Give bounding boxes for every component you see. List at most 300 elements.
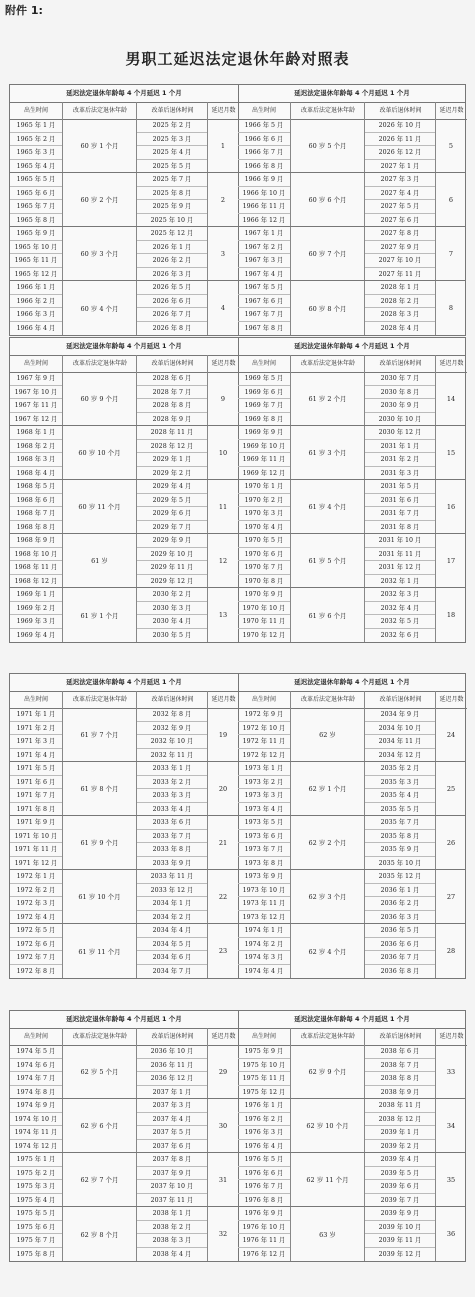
delay-months-cell (435, 480, 466, 533)
birth-time: 1967 年 5 月 (238, 281, 290, 295)
retirement-date: 2033 年 4 月 (152, 805, 192, 813)
col-header-age: 改革后法定退休年龄 (62, 355, 137, 373)
retirement-date: 2028 年 4 月 (380, 324, 420, 332)
birth-time: 1974 年 3 月 (238, 951, 290, 965)
retirement-date: 2034 年 9 月 (365, 708, 435, 722)
retirement-date: 2032 年 1 月 (380, 577, 420, 585)
birth-time: 1965 年 4 月 (16, 162, 56, 170)
delay-months: 34 (446, 1121, 456, 1130)
delay-months: 28 (446, 947, 456, 955)
retirement-date: 2030 年 8 月 (365, 386, 435, 400)
delay-months-cell (435, 708, 466, 761)
delay-months-cell (435, 1045, 466, 1098)
retirement-date: 2035 年 2 月 (365, 762, 435, 776)
retirement-age-cell (290, 534, 364, 587)
retirement-age: 61 岁 2 个月 (308, 395, 347, 403)
birth-time: 1976 年 5 月 (238, 1153, 290, 1167)
delay-months: 5 (448, 141, 454, 150)
retirement-date: 2035 年 3 月 (365, 776, 435, 790)
table-half-right (238, 85, 466, 335)
retirement-date: 2027 年 5 月 (365, 200, 435, 214)
table-row-group (10, 119, 238, 173)
birth-time: 1966 年 11 月 (238, 200, 290, 214)
birth-time: 1973 年 4 月 (244, 805, 284, 813)
col-header-birth: 出生时间 (10, 355, 62, 373)
birth-time-cell (238, 870, 290, 923)
retirement-date: 2025 年 12 月 (137, 227, 207, 241)
birth-time-cell (10, 534, 62, 587)
delay-months: 3 (220, 249, 226, 258)
birth-time: 1970 年 4 月 (244, 523, 284, 531)
birth-time: 1972 年 7 月 (10, 951, 62, 965)
retirement-age: 62 岁 6 个月 (80, 1122, 119, 1130)
table-section (9, 1010, 466, 1262)
birth-time: 1971 年 8 月 (16, 805, 56, 813)
birth-time-cell (10, 708, 62, 761)
retirement-date: 2032 年 5 月 (365, 615, 435, 629)
retirement-age-cell (62, 372, 136, 425)
birth-time: 1967 年 10 月 (10, 386, 62, 400)
retirement-date: 2027 年 1 月 (380, 162, 420, 170)
birth-time: 1971 年 4 月 (16, 751, 56, 759)
table-row-group (10, 762, 238, 816)
retirement-date: 2038 年 4 月 (152, 1250, 192, 1258)
retirement-date: 2028 年 1 月 (365, 281, 435, 295)
retirement-date: 2031 年 5 月 (365, 480, 435, 494)
birth-time: 1976 年 10 月 (238, 1221, 290, 1235)
retirement-date-cell (364, 227, 435, 280)
birth-time: 1973 年 12 月 (242, 913, 286, 921)
birth-time: 1966 年 1 月 (10, 281, 62, 295)
retirement-age-cell (290, 281, 364, 335)
delay-months: 23 (218, 947, 228, 955)
delay-months-cell (207, 480, 238, 533)
retirement-date-cell (136, 708, 207, 761)
retirement-date-cell (364, 281, 435, 335)
retirement-date: 2035 年 8 月 (365, 830, 435, 844)
retirement-date: 2032 年 6 月 (380, 631, 420, 639)
col-header-birth: 出生时间 (10, 102, 62, 120)
birth-time-cell (10, 173, 62, 226)
birth-time: 1970 年 12 月 (242, 631, 286, 639)
birth-time: 1975 年 12 月 (242, 1088, 286, 1096)
birth-time: 1972 年 10 月 (238, 722, 290, 736)
section-header: 延迟法定退休年龄每 4 个月延迟 1 个月 (10, 1011, 238, 1029)
retirement-age: 62 岁 10 个月 (306, 1122, 349, 1130)
birth-time-cell (238, 534, 290, 587)
retirement-age-cell (62, 281, 136, 335)
table-row-group (238, 816, 466, 870)
document-title: 男职工延迟法定退休年龄对照表 (125, 50, 350, 68)
retirement-date: 2031 年 8 月 (380, 523, 420, 531)
birth-time: 1966 年 8 月 (244, 162, 284, 170)
table-row-group (238, 588, 466, 642)
birth-time: 1974 年 4 月 (244, 967, 284, 975)
table-row-group (10, 534, 238, 588)
retirement-date: 2039 年 6 月 (365, 1180, 435, 1194)
retirement-date: 2027 年 8 月 (365, 227, 435, 241)
table-row-group (238, 426, 466, 480)
birth-time: 1974 年 12 月 (14, 1142, 58, 1150)
col-header-delay: 延迟月数 (435, 1028, 467, 1046)
birth-time-cell (238, 281, 290, 335)
retirement-date: 2039 年 2 月 (380, 1142, 420, 1150)
delay-months-cell (435, 870, 466, 923)
retirement-date: 2033 年 11 月 (137, 870, 207, 884)
table-row-group (238, 372, 466, 426)
retirement-date: 2025 年 4 月 (137, 146, 207, 160)
retirement-age-cell (62, 588, 136, 642)
delay-months-cell (207, 227, 238, 280)
birth-time: 1972 年 9 月 (238, 708, 290, 722)
table-row-group (10, 426, 238, 480)
birth-time: 1966 年 2 月 (10, 295, 62, 309)
retirement-date: 2039 年 10 月 (365, 1221, 435, 1235)
retirement-age: 60 岁 8 个月 (308, 304, 347, 313)
retirement-date-cell (136, 762, 207, 815)
retirement-date-cell (364, 119, 435, 172)
delay-months-cell (207, 173, 238, 226)
table-row-group (238, 281, 466, 335)
retirement-date: 2030 年 7 月 (365, 372, 435, 386)
retirement-age-cell (62, 924, 136, 978)
section-header: 延迟法定退休年龄每 4 个月延迟 1 个月 (10, 338, 238, 356)
birth-time-cell (10, 588, 62, 642)
retirement-age: 62 岁 11 个月 (306, 1176, 349, 1184)
delay-months: 33 (446, 1067, 456, 1076)
birth-time: 1975 年 9 月 (238, 1045, 290, 1059)
birth-time: 1969 年 3 月 (10, 615, 62, 629)
retirement-date: 2026 年 8 月 (152, 324, 192, 332)
birth-time-cell (10, 1045, 62, 1098)
birth-time: 1976 年 4 月 (244, 1142, 284, 1150)
retirement-date: 2033 年 1 月 (137, 762, 207, 776)
retirement-date: 2033 年 12 月 (137, 884, 207, 898)
birth-time: 1969 年 4 月 (16, 631, 56, 639)
birth-time-cell (10, 480, 62, 533)
retirement-date: 2034 年 5 月 (137, 938, 207, 952)
retirement-date: 2031 年 11 月 (365, 548, 435, 562)
retirement-date: 2029 年 7 月 (152, 523, 192, 531)
table-row-group (238, 1207, 466, 1261)
delay-months-cell (435, 534, 466, 587)
retirement-date-cell (136, 870, 207, 923)
section-header: 延迟法定退休年龄每 4 个月延迟 1 个月 (238, 85, 466, 103)
col-header-birth: 出生时间 (238, 1028, 290, 1046)
birth-time: 1965 年 5 月 (10, 173, 62, 187)
birth-time: 1969 年 1 月 (10, 588, 62, 602)
birth-time: 1976 年 1 月 (238, 1099, 290, 1113)
retirement-date: 2038 年 8 月 (365, 1072, 435, 1086)
retirement-date: 2026 年 2 月 (137, 254, 207, 268)
section-header: 延迟法定退休年龄每 4 个月延迟 1 个月 (10, 85, 238, 103)
retirement-date: 2031 年 7 月 (365, 507, 435, 521)
birth-time: 1966 年 5 月 (238, 119, 290, 133)
delay-months: 27 (446, 892, 456, 901)
retirement-date: 2031 年 6 月 (365, 494, 435, 508)
retirement-age-cell (62, 534, 136, 587)
retirement-date-cell (364, 1207, 435, 1261)
retirement-date: 2035 年 9 月 (365, 843, 435, 857)
retirement-date: 2028 年 3 月 (365, 308, 435, 322)
retirement-date: 2028 年 6 月 (137, 372, 207, 386)
delay-months: 18 (446, 611, 456, 619)
retirement-date: 2026 年 1 月 (137, 241, 207, 255)
birth-time: 1970 年 3 月 (238, 507, 290, 521)
birth-time: 1968 年 11 月 (10, 561, 62, 575)
birth-time: 1974 年 11 月 (10, 1126, 62, 1140)
retirement-date: 2029 年 6 月 (137, 507, 207, 521)
birth-time: 1965 年 6 月 (10, 187, 62, 201)
col-header-birth: 出生时间 (238, 102, 290, 120)
birth-time-cell (238, 480, 290, 533)
birth-time-cell (10, 1099, 62, 1152)
birth-time-cell (238, 372, 290, 425)
table-row-group (238, 227, 466, 281)
table-row-group (10, 281, 238, 335)
retirement-date: 2039 年 4 月 (365, 1153, 435, 1167)
table-row-group (10, 588, 238, 642)
birth-time: 1971 年 12 月 (14, 859, 58, 867)
retirement-date: 2029 年 10 月 (137, 548, 207, 562)
delay-months: 9 (220, 394, 226, 403)
birth-time: 1968 年 9 月 (10, 534, 62, 548)
birth-time: 1975 年 6 月 (10, 1221, 62, 1235)
birth-time: 1970 年 10 月 (238, 602, 290, 616)
table-half-left (10, 85, 239, 335)
birth-time-cell (238, 708, 290, 761)
birth-time: 1972 年 6 月 (10, 938, 62, 952)
retirement-date-cell (364, 870, 435, 923)
section-header: 延迟法定退休年龄每 4 个月延迟 1 个月 (10, 674, 238, 692)
retirement-date-cell (364, 708, 435, 761)
retirement-date-cell (364, 480, 435, 533)
birth-time: 1967 年 1 月 (238, 227, 290, 241)
birth-time: 1966 年 6 月 (238, 133, 290, 147)
retirement-age: 60 岁 10 个月 (78, 449, 121, 457)
retirement-date: 2038 年 12 月 (365, 1113, 435, 1127)
retirement-age: 62 岁 5 个月 (80, 1068, 119, 1076)
birth-time: 1970 年 6 月 (238, 548, 290, 562)
retirement-date: 2036 年 1 月 (365, 884, 435, 898)
retirement-date: 2025 年 10 月 (150, 216, 194, 224)
birth-time-cell (238, 1153, 290, 1206)
birth-time-cell (238, 1045, 290, 1098)
retirement-age-cell (290, 173, 364, 226)
retirement-date-cell (364, 372, 435, 425)
retirement-age: 62 岁 2 个月 (308, 839, 347, 847)
birth-time: 1973 年 7 月 (238, 843, 290, 857)
retirement-date: 2029 年 11 月 (137, 561, 207, 575)
retirement-age: 61 岁 4 个月 (308, 503, 347, 511)
col-header-delay: 延迟月数 (435, 102, 467, 120)
retirement-age-cell (290, 1099, 364, 1152)
retirement-age-cell (290, 480, 364, 533)
retirement-date-cell (136, 480, 207, 533)
birth-time: 1965 年 11 月 (10, 254, 62, 268)
retirement-age: 60 岁 11 个月 (78, 503, 121, 511)
col-header-age: 改革后法定退休年龄 (290, 355, 365, 373)
delay-months-cell (435, 762, 466, 815)
retirement-date-cell (364, 426, 435, 479)
retirement-date: 2039 年 5 月 (365, 1167, 435, 1181)
retirement-date: 2036 年 12 月 (137, 1072, 207, 1086)
retirement-age-cell (62, 1207, 136, 1261)
col-header-date: 改革后退休时间 (364, 691, 436, 709)
birth-time: 1971 年 6 月 (10, 776, 62, 790)
retirement-age: 61 岁 7 个月 (80, 731, 119, 739)
retirement-date: 2037 年 11 月 (150, 1196, 194, 1204)
section-header: 延迟法定退休年龄每 4 个月延迟 1 个月 (238, 338, 466, 356)
birth-time: 1975 年 1 月 (10, 1153, 62, 1167)
col-header-age: 改革后法定退休年龄 (290, 691, 365, 709)
retirement-age: 61 岁 10 个月 (78, 893, 121, 901)
table-row-group (10, 227, 238, 281)
delay-months: 4 (220, 304, 226, 312)
birth-time: 1976 年 3 月 (238, 1126, 290, 1140)
retirement-date-cell (364, 588, 435, 642)
retirement-date: 2032 年 9 月 (137, 722, 207, 736)
retirement-age: 61 岁 3 个月 (308, 449, 347, 457)
birth-time: 1968 年 3 月 (10, 453, 62, 467)
retirement-age-cell (290, 762, 364, 815)
retirement-date: 2030 年 9 月 (365, 399, 435, 413)
birth-time: 1970 年 8 月 (244, 577, 284, 585)
delay-months: 22 (218, 892, 228, 901)
table-row-group (10, 1045, 238, 1099)
retirement-date-cell (136, 426, 207, 479)
retirement-date: 2026 年 3 月 (152, 270, 192, 278)
retirement-date: 2025 年 9 月 (137, 200, 207, 214)
delay-months: 21 (218, 838, 228, 847)
birth-time: 1971 年 10 月 (10, 830, 62, 844)
retirement-date: 2035 年 12 月 (365, 870, 435, 884)
birth-time: 1976 年 9 月 (238, 1207, 290, 1221)
birth-time: 1972 年 8 月 (16, 967, 56, 975)
birth-time-cell (238, 762, 290, 815)
birth-time: 1966 年 7 月 (238, 146, 290, 160)
retirement-age: 60 岁 6 个月 (308, 196, 347, 204)
col-header-date: 改革后退休时间 (364, 1028, 436, 1046)
retirement-date-cell (136, 816, 207, 869)
retirement-age-cell (290, 588, 364, 642)
col-header-age: 改革后法定退休年龄 (290, 1028, 365, 1046)
birth-time: 1965 年 3 月 (10, 146, 62, 160)
table-row-group (238, 924, 466, 978)
delay-months-cell (207, 588, 238, 642)
retirement-date: 2033 年 3 月 (137, 789, 207, 803)
delay-months-cell (207, 1207, 238, 1261)
col-header-age: 改革后法定退休年龄 (62, 1028, 137, 1046)
delay-months-cell (435, 426, 466, 479)
retirement-date: 2037 年 4 月 (137, 1113, 207, 1127)
delay-months: 16 (446, 502, 456, 511)
retirement-age: 62 岁 9 个月 (308, 1068, 347, 1076)
birth-time-cell (10, 372, 62, 425)
retirement-age: 62 岁 3 个月 (308, 893, 347, 901)
table-row-group (238, 1099, 466, 1153)
birth-time: 1969 年 7 月 (238, 399, 290, 413)
delay-months: 24 (446, 730, 456, 739)
delay-months-cell (207, 426, 238, 479)
table-half-left (10, 674, 239, 978)
retirement-age-cell (62, 762, 136, 815)
birth-time: 1969 年 10 月 (238, 440, 290, 454)
table-row-group (10, 372, 238, 426)
delay-months: 6 (448, 195, 454, 204)
table-row-group (10, 708, 238, 762)
retirement-age-cell (62, 1099, 136, 1152)
col-header-date: 改革后退休时间 (364, 355, 436, 373)
retirement-age-cell (62, 119, 136, 172)
birth-time: 1965 年 9 月 (10, 227, 62, 241)
col-header-date: 改革后退休时间 (136, 1028, 208, 1046)
retirement-date: 2038 年 9 月 (380, 1088, 420, 1096)
retirement-date-cell (136, 281, 207, 335)
table-row-group (238, 119, 466, 173)
retirement-date: 2032 年 8 月 (137, 708, 207, 722)
retirement-date: 2027 年 4 月 (365, 187, 435, 201)
col-header-age: 改革后法定退休年龄 (62, 691, 137, 709)
retirement-date-cell (136, 534, 207, 587)
table-half-left (10, 1011, 239, 1261)
birth-time-cell (10, 227, 62, 280)
birth-time: 1971 年 1 月 (10, 708, 62, 722)
retirement-date: 2029 年 12 月 (150, 577, 194, 585)
retirement-age: 62 岁 8 个月 (80, 1230, 119, 1239)
retirement-date: 2035 年 7 月 (365, 816, 435, 830)
table-row-group (238, 534, 466, 588)
retirement-age-cell (62, 708, 136, 761)
retirement-age-cell (290, 816, 364, 869)
delay-months-cell (435, 1099, 466, 1152)
delay-months-cell (207, 372, 238, 425)
table-row-group (238, 708, 466, 762)
section-header: 延迟法定退休年龄每 4 个月延迟 1 个月 (238, 674, 466, 692)
retirement-date: 2035 年 4 月 (365, 789, 435, 803)
retirement-date: 2026 年 7 月 (137, 308, 207, 322)
birth-time: 1975 年 10 月 (238, 1059, 290, 1073)
retirement-date: 2029 年 4 月 (137, 480, 207, 494)
retirement-date: 2037 年 6 月 (152, 1142, 192, 1150)
retirement-date: 2026 年 5 月 (137, 281, 207, 295)
retirement-date: 2025 年 5 月 (152, 162, 192, 170)
birth-time: 1969 年 8 月 (244, 415, 284, 423)
retirement-date: 2034 年 11 月 (365, 735, 435, 749)
birth-time-cell (238, 227, 290, 280)
delay-months-cell (207, 281, 238, 335)
retirement-date-cell (136, 588, 207, 642)
delay-months: 32 (218, 1230, 228, 1238)
retirement-date: 2038 年 6 月 (365, 1045, 435, 1059)
retirement-date: 2037 年 3 月 (137, 1099, 207, 1113)
table-row-group (238, 173, 466, 227)
retirement-age: 61 岁 5 个月 (308, 557, 347, 565)
retirement-date: 2026 年 12 月 (365, 146, 435, 160)
retirement-date: 2026 年 10 月 (365, 119, 435, 133)
birth-time: 1976 年 11 月 (238, 1234, 290, 1248)
birth-time: 1973 年 3 月 (238, 789, 290, 803)
delay-months-cell (207, 816, 238, 869)
delay-months-cell (435, 281, 466, 335)
retirement-date: 2026 年 6 月 (137, 295, 207, 309)
table-section (9, 673, 466, 979)
retirement-age-cell (62, 870, 136, 923)
retirement-date: 2025 年 8 月 (137, 187, 207, 201)
birth-time: 1968 年 2 月 (10, 440, 62, 454)
retirement-date: 2034 年 10 月 (365, 722, 435, 736)
birth-time: 1972 年 3 月 (10, 897, 62, 911)
